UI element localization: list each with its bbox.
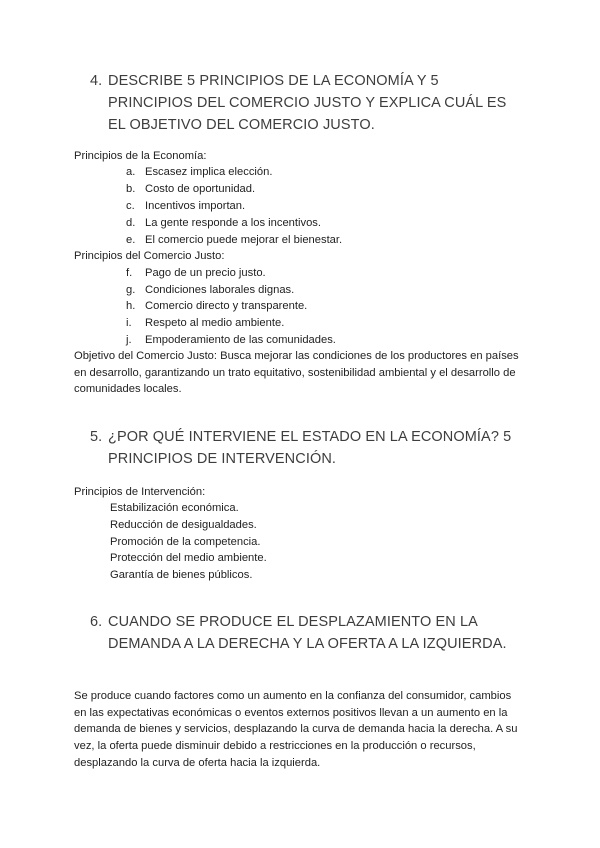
list-item-text: Costo de oportunidad. bbox=[145, 183, 256, 195]
section-5-heading bbox=[90, 426, 520, 470]
section-6-title: CUANDO SE PRODUCE EL DESPLAZAMIENTO EN LA DEMANDA A LA DERECHA Y LA OFERTA A LA IZQUIERDA. bbox=[108, 614, 507, 652]
list-item-letter: g. bbox=[126, 284, 136, 296]
section-6-heading bbox=[90, 611, 520, 655]
list-item-letter: h. bbox=[126, 300, 136, 312]
list-item-text: El comercio puede mejorar el bienestar. bbox=[145, 234, 343, 246]
list-item-text: Incentivos importan. bbox=[145, 200, 246, 212]
section-4-number: 4. bbox=[90, 73, 103, 89]
list-item-letter: f. bbox=[126, 267, 133, 279]
section-5-title: ¿POR QUÉ INTERVIENE EL ESTADO EN LA ECONOMÍA? 5 PRINCIPIOS DE INTERVENCIÓN. bbox=[108, 429, 512, 467]
section-4-title: DESCRIBE 5 PRINCIPIOS DE LA ECONOMÍA Y 5 PRINCIPIOS DEL COMERCIO JUSTO Y EXPLICA CUÁL ES EL OBJETIVO DEL COMERCIO JUSTO. bbox=[108, 73, 507, 133]
section-6-number: 6. bbox=[90, 614, 103, 630]
list-item-letter: d. bbox=[126, 217, 136, 229]
list-item-text: Respeto al medio ambiente. bbox=[145, 317, 285, 329]
list-item-text: Comercio directo y transparente. bbox=[145, 300, 308, 312]
economy-principles-label: Principios de la Economía: bbox=[74, 150, 207, 162]
section-4-heading bbox=[90, 70, 520, 136]
intervention-principles-label: Principios de Intervención: bbox=[74, 486, 206, 498]
list-item-text: Escasez implica elección. bbox=[145, 166, 273, 178]
list-item: Reducción de desigualdades. bbox=[110, 519, 257, 531]
list-item-text: Pago de un precio justo. bbox=[145, 267, 266, 279]
list-item-text: La gente responde a los incentivos. bbox=[145, 217, 322, 229]
list-item-letter: b. bbox=[126, 183, 136, 195]
section-6-paragraph: Se produce cuando factores como un aumento en la confianza del consumidor, cambios en las expectativas económicas o eventos externos positivos llevan a un aumento en la demanda de bienes y servicios, desplazando la curva de demanda hacia la derecha. A su vez, la oferta puede disminuir debido a restricciones en la producción o recursos, desplazando la curva de oferta hacia la izquierda. bbox=[74, 690, 518, 769]
fairtrade-principles-label: Principios del Comercio Justo: bbox=[74, 250, 225, 262]
list-item-letter: j. bbox=[126, 334, 132, 346]
list-item: Garantía de bienes públicos. bbox=[110, 569, 253, 581]
list-item-text: Condiciones laborales dignas. bbox=[145, 284, 295, 296]
list-item: Protección del medio ambiente. bbox=[110, 552, 267, 564]
list-item-letter: e. bbox=[126, 234, 136, 246]
list-item-letter: a. bbox=[126, 166, 136, 178]
list-item: Promoción de la competencia. bbox=[110, 536, 261, 548]
section-5-number: 5. bbox=[90, 429, 103, 445]
list-item-letter: c. bbox=[126, 200, 135, 212]
list-item: Estabilización económica. bbox=[110, 502, 239, 514]
fairtrade-objective-paragraph: Objetivo del Comercio Justo: Busca mejorar las condiciones de los productores en países en desarrollo, garantizando un trato equitativo, sostenibilidad ambiental y el desarrollo de comunidades locales. bbox=[74, 350, 519, 396]
list-item-letter: i. bbox=[126, 317, 132, 329]
list-item-text: Empoderamiento de las comunidades. bbox=[145, 334, 336, 346]
